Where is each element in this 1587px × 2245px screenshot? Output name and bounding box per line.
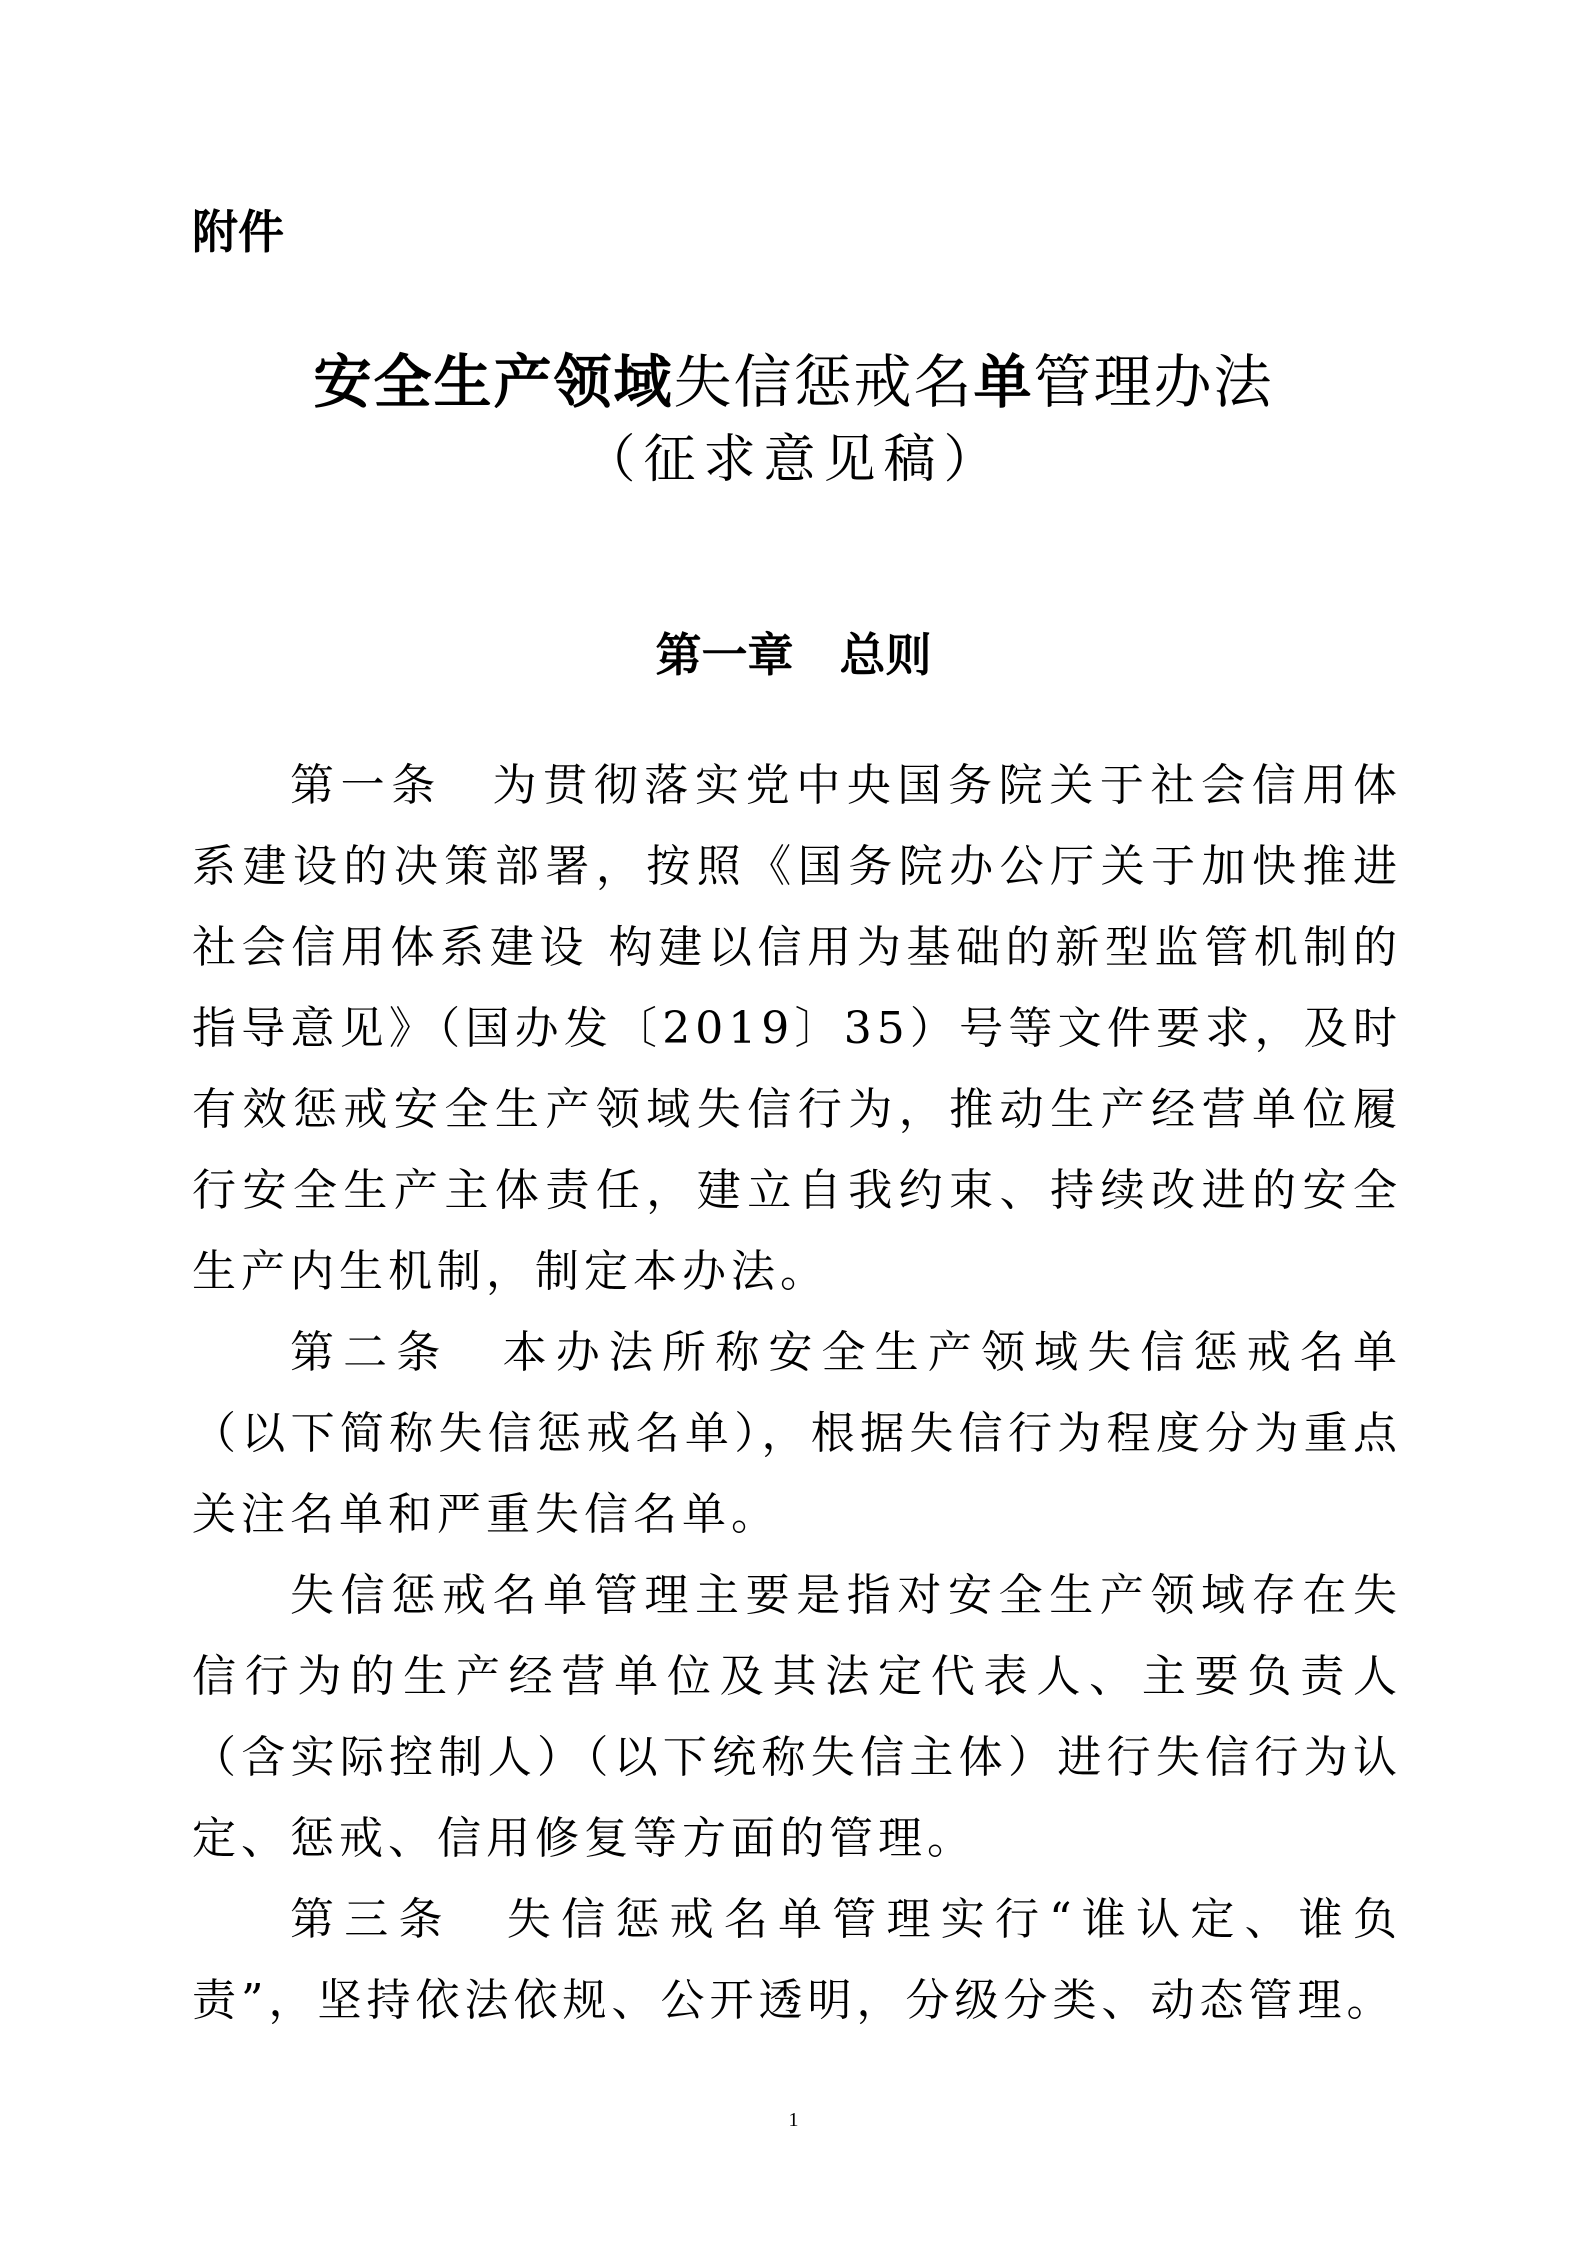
page-number: 1 [788,2109,799,2131]
article-text: 本办法所称安全生产领域失信惩戒名单（以下简称失信惩戒名单），根据失信行为程度分为重点关注名单和严重失信名单。 [192,1327,1403,1540]
article-label: 第一条 [290,760,442,811]
document-title [0,340,1587,424]
chapter-heading: 第一章 总则 [655,628,932,682]
article-3 [192,1879,1402,2041]
article-text: 为贯彻落实党中央国务院关于社会信用体系建设的决策部署，按照《国务院办公厅关于加快推进社会信用体系建设 构建以信用为基础的新型监管机制的指导意见》（国办发〔2019〕35）号等文件要求，及时有效惩戒安全生产领域失信行为，推动生产经营单位履行安全生产主体责任，建立自我约束、持续改进的安全生产内生机制，制定本办法。 [192,760,1403,1297]
article-label: 第二条 [290,1327,450,1378]
title-part-bold-char: 单 [973,348,1034,416]
title-part-regular-end: 管理办法 [1033,348,1274,416]
title-part-regular: 失信惩戒名 [673,348,974,416]
article-text: 失信惩戒名单管理主要是指对安全生产领域存在失信行为的生产经营单位及其法定代表人、主要负责人（含实际控制人）（以下统称失信主体）进行失信行为认定、惩戒、信用修复等方面的管理。 [192,1570,1402,1864]
article-label: 第三条 [290,1894,453,1945]
document-body [192,745,1402,2041]
article-1 [192,745,1402,1312]
article-2 [192,1312,1402,1555]
document-subtitle: （征求意见稿） [583,430,1004,490]
title-part-bold: 安全生产领域 [313,348,674,416]
article-text: 失信惩戒名单管理实行“谁认定、谁负责”，坚持依法依规、公开透明，分级分类、动态管理。 [192,1894,1403,2026]
article-2-paragraph [192,1555,1402,1879]
annex-label: 附件 [192,205,284,259]
